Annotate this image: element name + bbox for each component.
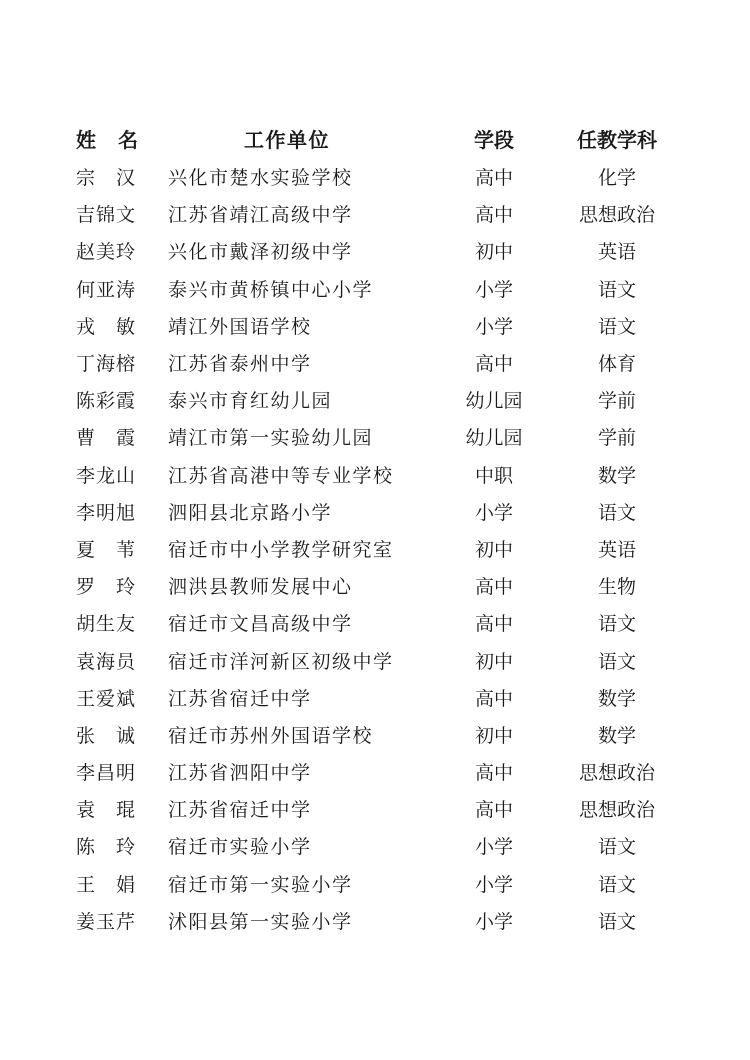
- subject-cell: 英语: [597, 538, 636, 561]
- name-cell: 姜玉芹: [76, 910, 137, 933]
- table-row: [70, 753, 682, 790]
- table-row: [70, 827, 682, 864]
- unit-cell: 宿迁市第一实验小学: [168, 873, 353, 896]
- subject-cell: 思想政治: [578, 799, 655, 822]
- header-unit: 工作单位: [244, 127, 330, 152]
- stage-cell: 高中: [474, 613, 513, 636]
- stage-cell: 幼儿园: [465, 390, 523, 413]
- name-cell: 张 诚: [76, 724, 137, 747]
- unit-cell: 兴化市戴泽初级中学: [168, 241, 353, 264]
- stage-cell: 高中: [474, 204, 513, 227]
- table-row: [70, 307, 682, 344]
- stage-cell: 幼儿园: [465, 427, 523, 450]
- subject-cell: 语文: [597, 501, 636, 524]
- table-row: [70, 679, 682, 716]
- unit-cell: 江苏省宿迁中学: [168, 687, 312, 710]
- name-cell: 胡生友: [76, 613, 137, 636]
- subject-cell: 数学: [597, 724, 636, 747]
- name-cell: 袁海员: [76, 650, 137, 673]
- name-cell: 何亚涛: [76, 278, 137, 301]
- unit-cell: 靖江市第一实验幼儿园: [168, 427, 374, 450]
- subject-cell: 思想政治: [578, 762, 655, 785]
- name-cell: 陈 玲: [76, 836, 137, 859]
- unit-cell: 泗洪县教师发展中心: [168, 576, 353, 599]
- stage-cell: 小学: [474, 501, 513, 524]
- subject-cell: 语文: [597, 910, 636, 933]
- unit-cell: 泰兴市育红幼儿园: [168, 390, 333, 413]
- name-cell: 曹 霞: [76, 427, 137, 450]
- table-row: [70, 418, 682, 455]
- unit-cell: 宿迁市文昌高级中学: [168, 613, 353, 636]
- table-row: [70, 232, 682, 269]
- table-row: [70, 456, 682, 493]
- subject-cell: 化学: [597, 167, 636, 190]
- table-row: [70, 158, 682, 195]
- name-cell: 戎 敏: [76, 315, 137, 338]
- stage-cell: 高中: [474, 167, 513, 190]
- unit-cell: 泗阳县北京路小学: [168, 501, 333, 524]
- name-cell: 王爱斌: [76, 687, 137, 710]
- stage-cell: 小学: [474, 910, 513, 933]
- unit-cell: 宿迁市中小学教学研究室: [168, 538, 394, 561]
- stage-cell: 初中: [474, 650, 513, 673]
- unit-cell: 江苏省泰州中学: [168, 353, 312, 376]
- unit-cell: 宿迁市洋河新区初级中学: [168, 650, 394, 673]
- table-row: [70, 567, 682, 604]
- stage-cell: 高中: [474, 576, 513, 599]
- subject-cell: 数学: [597, 464, 636, 487]
- stage-cell: 高中: [474, 353, 513, 376]
- stage-cell: 小学: [474, 278, 513, 301]
- stage-cell: 初中: [474, 241, 513, 264]
- table-row: [70, 530, 682, 567]
- unit-cell: 宿迁市苏州外国语学校: [168, 724, 374, 747]
- name-cell: 李昌明: [76, 762, 137, 785]
- table-row: [70, 344, 682, 381]
- subject-cell: 学前: [597, 427, 636, 450]
- subject-cell: 数学: [597, 687, 636, 710]
- stage-cell: 高中: [474, 762, 513, 785]
- unit-cell: 江苏省宿迁中学: [168, 799, 312, 822]
- subject-cell: 生物: [597, 576, 636, 599]
- table-header: [70, 118, 682, 158]
- subject-cell: 英语: [597, 241, 636, 264]
- stage-cell: 高中: [474, 799, 513, 822]
- unit-cell: 靖江外国语学校: [168, 315, 312, 338]
- name-cell: 袁 琨: [76, 799, 137, 822]
- header-subject: 任教学科: [577, 127, 657, 152]
- subject-cell: 语文: [597, 613, 636, 636]
- name-cell: 赵美玲: [76, 241, 137, 264]
- stage-cell: 中职: [474, 464, 513, 487]
- table-row: [70, 195, 682, 232]
- subject-cell: 思想政治: [578, 204, 655, 227]
- subject-cell: 体育: [597, 353, 636, 376]
- stage-cell: 小学: [474, 315, 513, 338]
- name-cell: 宗 汉: [76, 167, 137, 190]
- name-cell: 李龙山: [76, 464, 137, 487]
- subject-cell: 语文: [597, 278, 636, 301]
- table-row: [70, 604, 682, 641]
- table-row: [70, 270, 682, 307]
- unit-cell: 江苏省高港中等专业学校: [168, 464, 394, 487]
- header-name: 姓 名: [76, 127, 139, 152]
- name-cell: 李明旭: [76, 501, 137, 524]
- stage-cell: 高中: [474, 687, 513, 710]
- name-cell: 夏 苇: [76, 538, 137, 561]
- stage-cell: 小学: [474, 873, 513, 896]
- unit-cell: 泰兴市黄桥镇中心小学: [168, 278, 374, 301]
- name-cell: 吉锦文: [76, 204, 137, 227]
- table-row: [70, 381, 682, 418]
- unit-cell: 兴化市楚水实验学校: [168, 167, 353, 190]
- stage-cell: 初中: [474, 538, 513, 561]
- unit-cell: 江苏省泗阳中学: [168, 762, 312, 785]
- stage-cell: 小学: [474, 836, 513, 859]
- subject-cell: 语文: [597, 873, 636, 896]
- subject-cell: 学前: [597, 390, 636, 413]
- header-row: [70, 118, 682, 158]
- subject-cell: 语文: [597, 315, 636, 338]
- table-row: [70, 716, 682, 753]
- name-cell: 陈彩霞: [76, 390, 137, 413]
- teacher-roster-table: [70, 118, 682, 939]
- subject-cell: 语文: [597, 650, 636, 673]
- unit-cell: 沭阳县第一实验小学: [168, 910, 353, 933]
- name-cell: 罗 玲: [76, 576, 137, 599]
- unit-cell: 江苏省靖江高级中学: [168, 204, 353, 227]
- table-row: [70, 790, 682, 827]
- header-stage: 学段: [474, 127, 514, 152]
- name-cell: 丁海榕: [76, 353, 137, 376]
- table-row: [70, 493, 682, 530]
- table-body: [70, 158, 682, 939]
- subject-cell: 语文: [597, 836, 636, 859]
- name-cell: 王 娟: [76, 873, 137, 896]
- table-row: [70, 902, 682, 939]
- table-row: [70, 865, 682, 902]
- unit-cell: 宿迁市实验小学: [168, 836, 312, 859]
- stage-cell: 初中: [474, 724, 513, 747]
- table-row: [70, 641, 682, 678]
